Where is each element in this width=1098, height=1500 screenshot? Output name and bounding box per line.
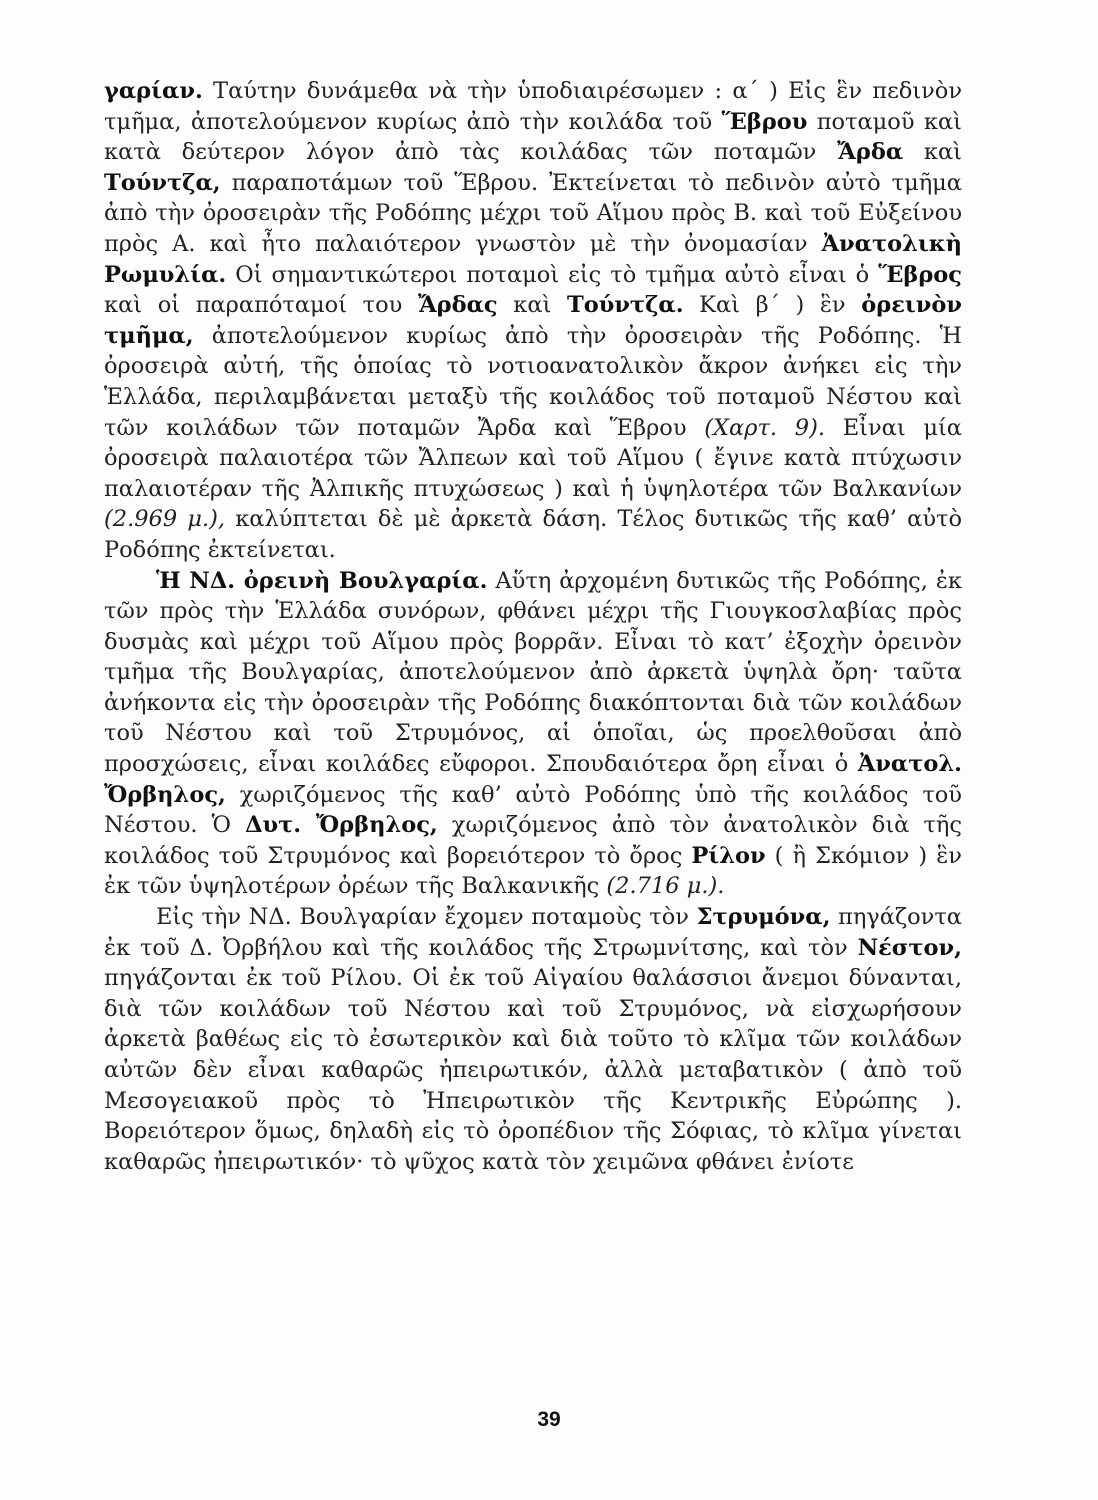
text-run: Εἰς τὴν ΝΔ. Βουλγαρίαν ἔχομεν ποταμοὺς τὸν	[156, 904, 697, 931]
text-run: πηγάζονται ἐκ τοῦ Ρίλου. Οἱ ἐκ τοῦ Αἰγαίου θαλάσσιοι ἄνεμοι δύνανται, διὰ τῶν κοιλάδων τοῦ Νέστου καὶ τοῦ Στρυμόνος, νὰ εἰσχωρήσουν ἀρκετὰ βαθέως εἰς τὸ ἐσωτερικὸν καὶ διὰ τοῦτο τὸ κλῖμα τῶν κοιλάδων αὐτῶν δὲν εἶναι καθαρῶς ἠπειρωτικόν, ἀλλὰ μεταβατικὸν ( ἀπὸ τοῦ Μεσογειακοῦ πρὸς τὸ Ἠπειρωτικὸν τῆς Κεντρικῆς Εὐρώπης ). Βορειότερον ὅμως, δηλαδὴ εἰς τὸ ὀροπέδιον τῆς Σόφιας, τὸ κλῖμα γίνεται καθαρῶς ἠπειρωτικόν· τὸ ψῦχος κατὰ τὸν χειμῶνα φθάνει ἐνίοτε	[104, 965, 962, 1175]
text-run: καὶ οἱ παραπόταμοί του	[104, 292, 418, 319]
bold-term: Ἕβρος	[878, 261, 962, 288]
text-run: καὶ	[903, 139, 962, 166]
bold-term: Δυτ. Ὄρβηλος,	[245, 812, 438, 839]
italic-reference: (2.716 μ.).	[606, 873, 725, 900]
bold-term: Τούντζα.	[566, 292, 684, 319]
text-run: καλύπτεται δὲ μὲ ἀρκετὰ δάση. Τέλος δυτικῶς τῆς καθ’ αὐτὸ Ροδόπης ἐκτείνεται.	[104, 506, 962, 563]
bold-term: Νέστον,	[857, 934, 962, 961]
text-run: Καὶ β΄ ) ἓν	[683, 292, 862, 319]
text-run: χωριζόμενος τῆς καθ’ αὐτὸ Ροδόπης ὑπὸ τῆς κοιλάδος τοῦ Νέστου. Ὁ	[104, 781, 962, 839]
text-run: Οἱ σημαντικώτεροι ποταμοὶ εἰς τὸ τμῆμα αὐτὸ εἶναι ὁ	[226, 261, 879, 288]
paragraph-2	[104, 566, 962, 903]
text-run: Αὕτη ἀρχομένη δυτικῶς τῆς Ροδόπης, ἐκ τῶν πρὸς τὴν Ἑλλάδα συνόρων, φθάνει μέχρι τῆς Γιουγκοσλαβίας πρὸς δυσμὰς καὶ μέχρι τοῦ Αἵμου πρὸς βορρᾶν. Εἶναι τὸ κατ’ ἐξοχὴν ὀρεινὸν τμῆμα τῆς Βουλγαρίας, ἀποτελούμενον ἀπὸ ἀρκετὰ ὑψηλὰ ὄρη· ταῦτα ἀνήκοντα εἰς τὴν ὀροσειρὰν τῆς Ροδόπης διακόπτονται διὰ τῶν κοιλάδων τοῦ Νέστου καὶ τοῦ Στρυμόνος, αἱ ὁποῖαι, ὡς προελθοῦσαι ἀπὸ προσχώσεις, εἶναι κοιλάδες εὔφοροι. Σπουδαιότερα ὄρη εἶναι ὁ	[104, 567, 962, 778]
text-run: καὶ	[497, 292, 567, 319]
bold-term: γαρίαν.	[104, 78, 203, 104]
text-run: ἀποτελούμενον κυρίως ἀπὸ τὴν ὀροσειρὰν τῆς Ροδόπης. Ἡ ὀροσειρὰ αὐτή, τῆς ὁποίας τὸ νοτιοανατολικὸν ἄκρον ἀνήκει εἰς τὴν Ἑλλάδα, περιλαμβάνεται μεταξὺ τῆς κοιλάδος τοῦ ποταμοῦ Νέστου καὶ τῶν κοιλάδων τῶν ποταμῶν Ἄρδα καὶ Ἕβρου	[104, 322, 962, 441]
text-run: παραποτάμων τοῦ Ἕβρου. Ἐκτείνεται τὸ πεδινὸν αὐτὸ τμῆμα ἀπὸ τὴν ὀροσειρὰν τῆς Ροδόπης μέχρι τοῦ Αἵμου πρὸς Β. καὶ τοῦ Εὐξείνου πρὸς Α. καὶ ἦτο παλαιότερον γνωστὸν μὲ τὴν ὀνομασίαν	[104, 169, 962, 257]
bold-term: Τούντζα,	[104, 169, 221, 196]
text-run: χωριζόμενος ἀπὸ τὸν ἀνατολικὸν διὰ τῆς κοιλάδος τοῦ Στρυμόνος καὶ βορειότερον τὸ ὄρος	[104, 812, 962, 869]
italic-reference: (Χαρτ. 9).	[704, 414, 826, 441]
bold-term: Ἕβρου	[721, 108, 808, 135]
bold-term: Ρίλον	[691, 842, 766, 869]
bold-term: ὀρεινὸν τμῆμα,	[104, 292, 962, 349]
text-run: Ταύτην δυνάμεθα νὰ τὴν ὑποδιαιρέσωμεν : α΄ ) Εἰς ἓν πεδινὸν τμῆμα, ἀποτελούμενον κυρίως ἀπὸ τὴν κοιλάδα τοῦ	[104, 78, 962, 135]
italic-reference: (2.969 μ.),	[104, 506, 226, 533]
page-number: 39	[537, 1408, 561, 1431]
bold-term: Ἀνατολικὴ Ρωμυλία.	[104, 230, 962, 288]
text-run: ποταμοῦ καὶ κατὰ δεύτερον λόγον ἀπὸ τὰς κοιλάδας τῶν ποταμῶν	[104, 108, 962, 166]
paragraph-3	[104, 902, 962, 1177]
bold-term: Ἄρδα	[837, 139, 904, 166]
text-run: ( ἢ Σκόμιον ) ἓν ἐκ τῶν ὑψηλοτέρων ὀρέων τῆς Βαλκανικῆς	[104, 842, 962, 900]
body-text	[104, 76, 962, 1177]
text-run: Εἶναι μία ὀροσειρὰ παλαιοτέρα τῶν Ἄλπεων καὶ τοῦ Αἵμου ( ἔγινε κατὰ πτύχωσιν παλαιοτέραν τῆς Ἀλπικῆς πτυχώσεως ) καὶ ἡ ὑψηλοτέρα τῶν Βαλκανίων	[104, 414, 962, 502]
paragraph-1	[104, 76, 962, 566]
section-heading: Ἡ ΝΔ. ὀρεινὴ Βουλγαρία.	[156, 567, 488, 594]
bold-term: Ἄρδας	[417, 292, 498, 319]
bold-term: Ἀνατολ. Ὄρβηλος,	[104, 751, 962, 808]
bold-term: Στρυμόνα,	[696, 904, 831, 931]
text-run: πηγάζοντα ἐκ τοῦ Δ. Ὀρβήλου καὶ τῆς κοιλάδος τῆς Στρωμνίτσης, καὶ τὸν	[104, 904, 962, 961]
